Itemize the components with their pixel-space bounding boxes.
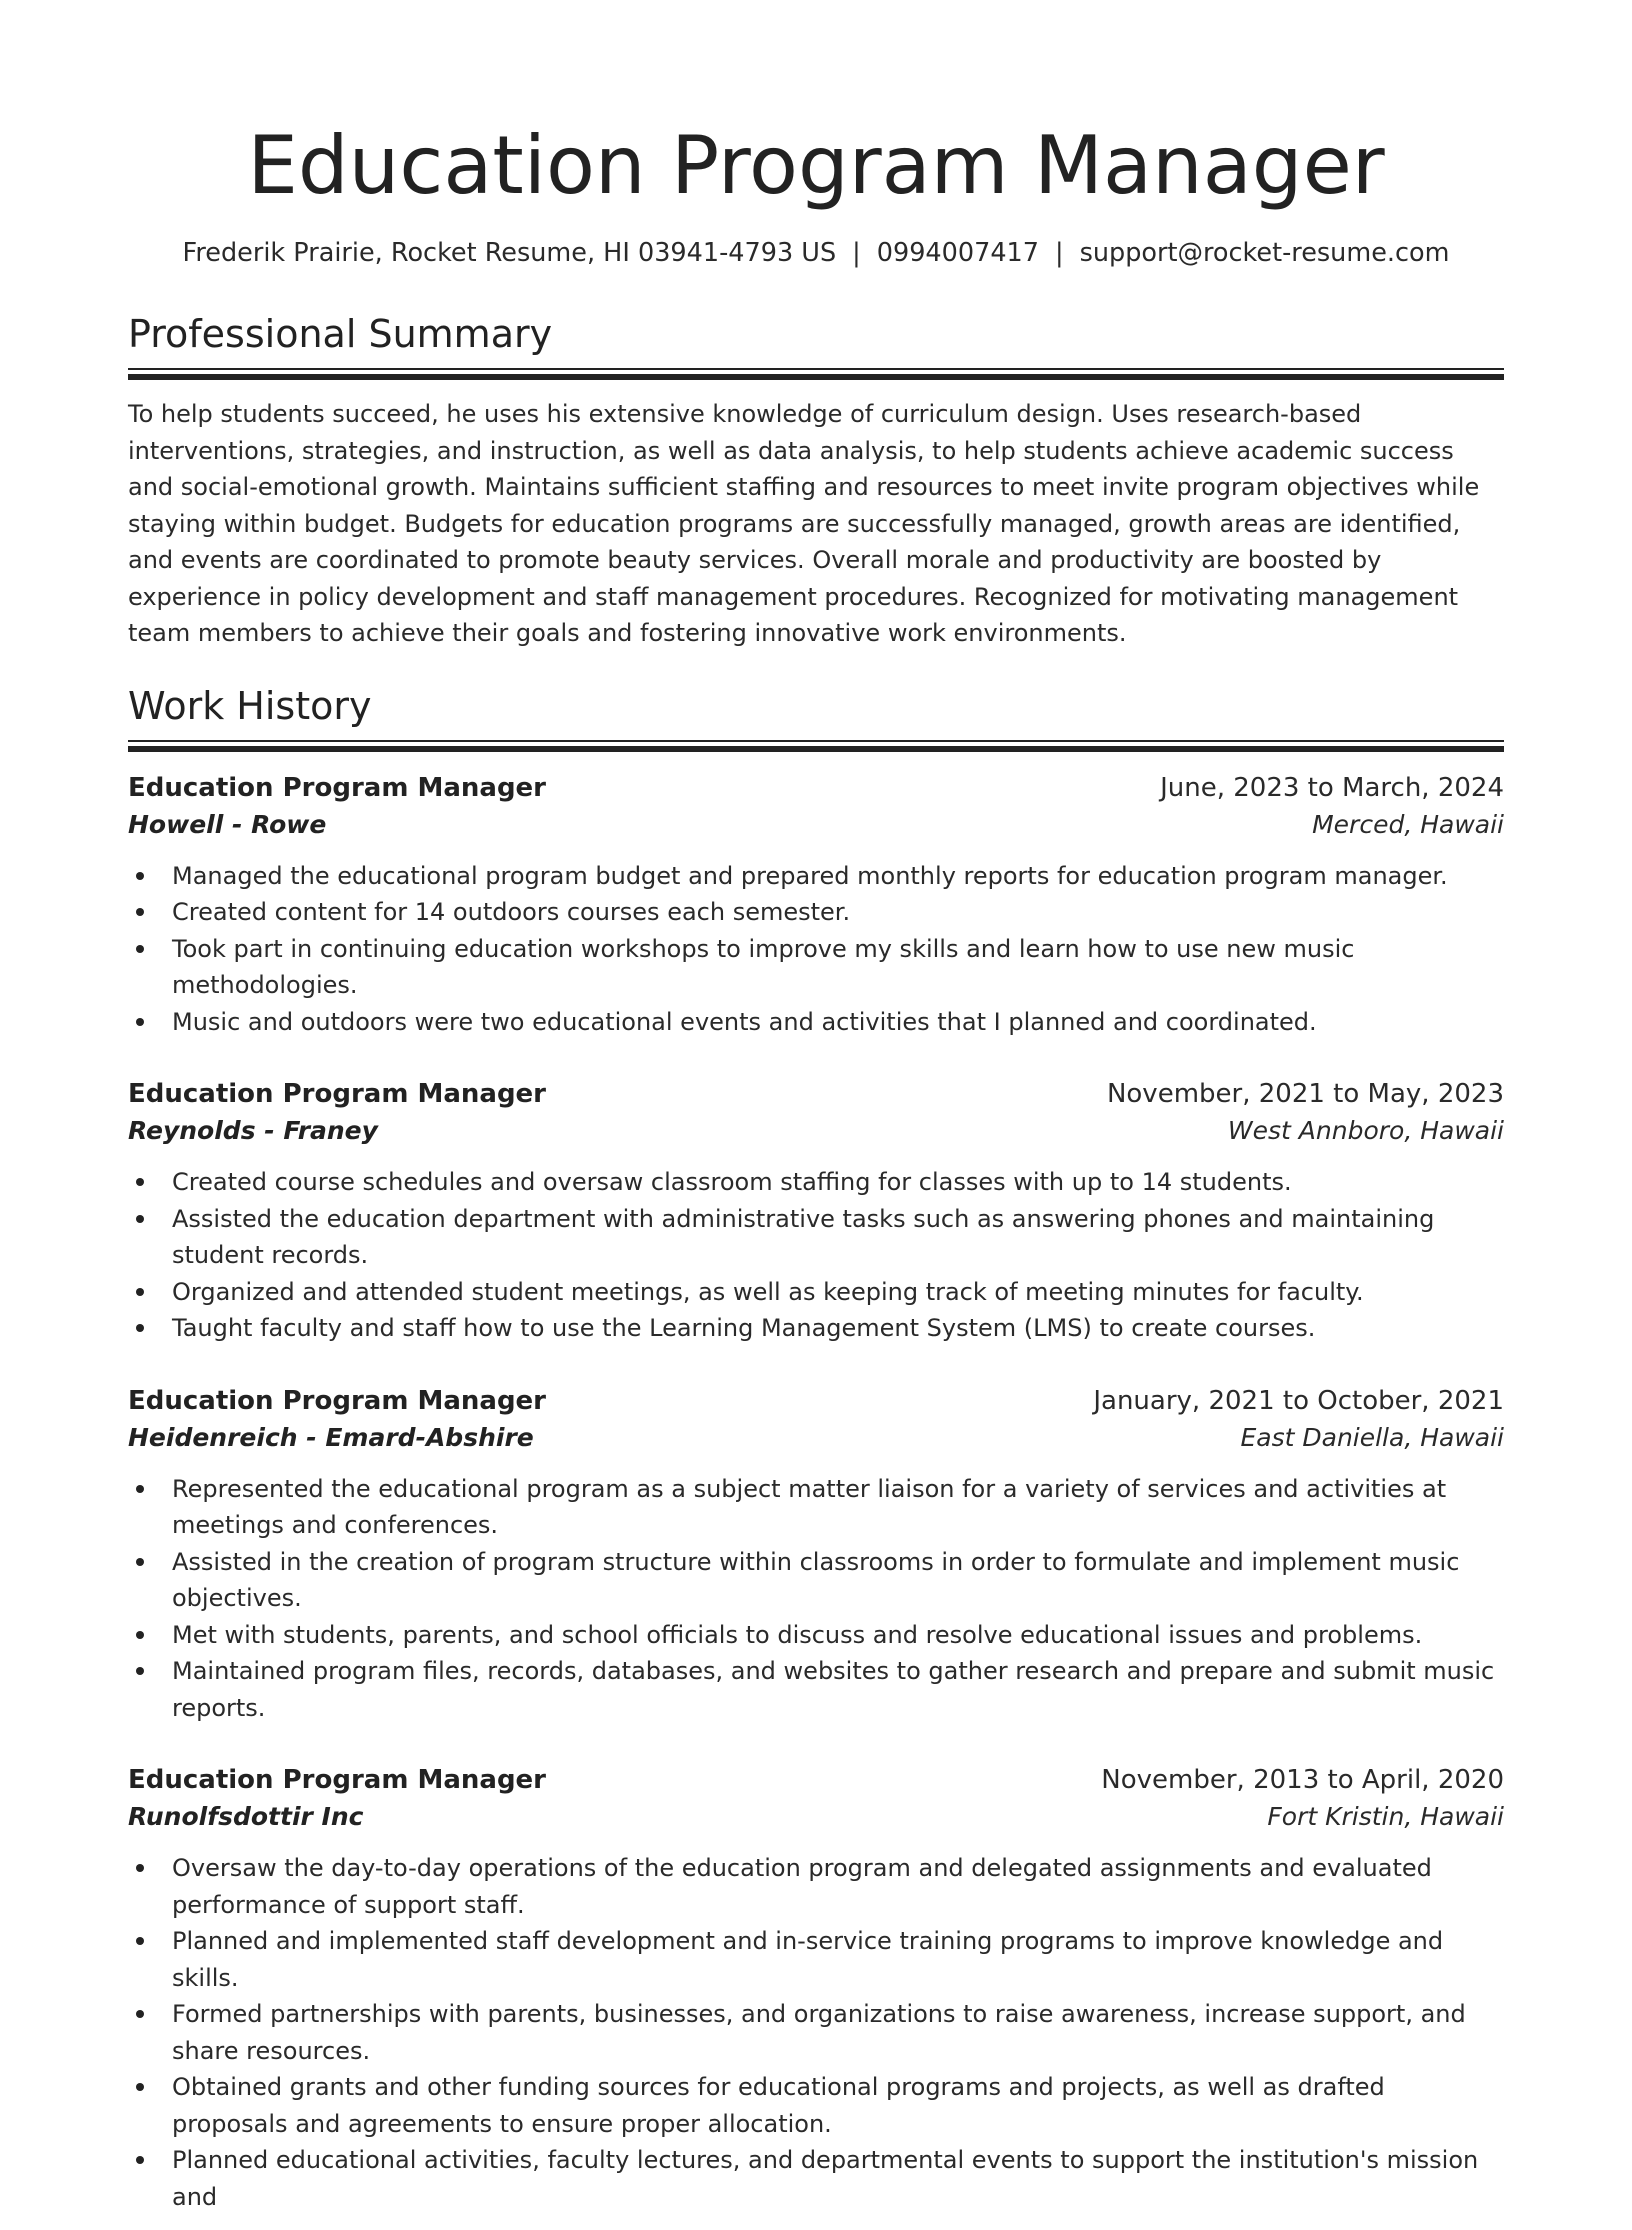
job-entry bbox=[128, 1762, 1504, 2215]
contact-address: Frederik Prairie, Rocket Resume, HI 03941-4793 US bbox=[182, 238, 837, 268]
bullet-dot-icon bbox=[136, 1018, 144, 1026]
job-bullet bbox=[172, 1923, 1504, 1996]
job-location: East Daniella, Hawaii bbox=[1240, 1422, 1504, 1452]
job-bullet bbox=[172, 894, 1504, 931]
job-bullet bbox=[172, 2142, 1504, 2215]
job-title: Education Program Manager bbox=[128, 1385, 547, 1416]
job-dates: November, 2013 to April, 2020 bbox=[1101, 1765, 1504, 1795]
contact-separator: | bbox=[852, 238, 861, 268]
contact-line bbox=[128, 236, 1504, 270]
job-header-row bbox=[128, 1076, 1504, 1112]
bullet-dot-icon bbox=[136, 1864, 144, 1872]
job-bullet-text: Represented the educational program as a subject matter liaison for a variety of services and activities at meetings and conferences. bbox=[172, 1474, 1447, 1539]
job-bullet-text: Managed the educational program budget and prepared monthly reports for education program manager. bbox=[172, 861, 1448, 890]
bullet-dot-icon bbox=[136, 1485, 144, 1493]
job-dates: January, 2021 to October, 2021 bbox=[1093, 1385, 1504, 1416]
job-bullet bbox=[172, 1544, 1504, 1617]
job-bullet-text: Met with students, parents, and school officials to discuss and resolve educational issues and problems. bbox=[172, 1620, 1423, 1649]
job-bullet-text: Planned educational activities, faculty lectures, and departmental events to support the institution's mission and bbox=[172, 2146, 1479, 2211]
job-bullet bbox=[172, 2069, 1504, 2142]
job-company: Reynolds - Franey bbox=[128, 1116, 378, 1145]
resume-page bbox=[0, 118, 1632, 2230]
bullet-dot-icon bbox=[136, 1937, 144, 1945]
job-bullet bbox=[172, 1653, 1504, 1726]
job-bullet-text: Music and outdoors were two educational events and activities that I planned and coordinated. bbox=[172, 1007, 1317, 1036]
job-bullet-text: Assisted in the creation of program structure within classrooms in order to formulate and implement music objectives. bbox=[172, 1547, 1460, 1612]
job-bullet bbox=[172, 1310, 1504, 1347]
job-bullet bbox=[172, 1274, 1504, 1311]
job-bullet-text: Maintained program files, records, databases, and websites to gather research and prepare and submit music reports. bbox=[172, 1657, 1495, 1722]
bullet-dot-icon bbox=[136, 872, 144, 880]
contact-email: support@rocket-resume.com bbox=[1079, 238, 1450, 268]
bullet-dot-icon bbox=[136, 1178, 144, 1186]
bullet-dot-icon bbox=[136, 945, 144, 953]
job-bullet-text: Assisted the education department with administrative tasks such as answering phones and maintaining student records. bbox=[172, 1204, 1435, 1269]
section-divider bbox=[128, 368, 1504, 380]
job-header-row bbox=[128, 770, 1504, 806]
bullet-dot-icon bbox=[136, 1667, 144, 1675]
bullet-dot-icon bbox=[136, 1324, 144, 1332]
job-entry bbox=[128, 1076, 1504, 1347]
bullet-dot-icon bbox=[136, 1288, 144, 1296]
section-divider bbox=[128, 740, 1504, 752]
job-bullet-text: Organized and attended student meetings, as well as keeping track of meeting minutes for faculty. bbox=[172, 1277, 1364, 1306]
job-location: West Annboro, Hawaii bbox=[1227, 1116, 1504, 1145]
job-bullet-text: Took part in continuing education workshops to improve my skills and learn how to use new music methodologies. bbox=[172, 934, 1355, 999]
job-bullet-list bbox=[128, 858, 1504, 1041]
work-history-section bbox=[128, 682, 1504, 2216]
work-history-title: Work History bbox=[128, 683, 372, 728]
contact-phone: 0994007417 bbox=[876, 238, 1039, 268]
job-company-row bbox=[128, 1798, 1504, 1836]
job-entry bbox=[128, 770, 1504, 1041]
job-header-row bbox=[128, 1383, 1504, 1419]
job-dates: November, 2021 to May, 2023 bbox=[1106, 1079, 1504, 1109]
summary-section bbox=[128, 310, 1504, 652]
bullet-dot-icon bbox=[136, 2156, 144, 2164]
contact-separator: | bbox=[1055, 238, 1064, 268]
bullet-dot-icon bbox=[136, 1558, 144, 1566]
job-bullet-text: Obtained grants and other funding sources for educational programs and projects, as well as drafted proposals and agreements to ensure proper allocation. bbox=[172, 2073, 1385, 2138]
job-company-row bbox=[128, 1419, 1504, 1457]
job-company: Heidenreich - Emard-Abshire bbox=[128, 1422, 534, 1452]
job-dates: June, 2023 to March, 2024 bbox=[1160, 772, 1504, 803]
job-bullet-text: Formed partnerships with parents, businesses, and organizations to raise awareness, increase support, and share resources. bbox=[172, 2000, 1466, 2065]
job-bullet-list bbox=[128, 1164, 1504, 1347]
job-title: Education Program Manager bbox=[128, 1079, 547, 1109]
job-title: Education Program Manager bbox=[128, 1765, 547, 1795]
bullet-dot-icon bbox=[136, 2010, 144, 2018]
job-bullet bbox=[172, 1004, 1504, 1041]
bullet-dot-icon bbox=[136, 1215, 144, 1223]
job-bullet bbox=[172, 1201, 1504, 1274]
resume-name-heading: Education Program Manager bbox=[247, 119, 1385, 212]
job-location: Merced, Hawaii bbox=[1312, 809, 1504, 839]
job-bullet-text: Created course schedules and oversaw classroom staffing for classes with up to 14 students. bbox=[172, 1168, 1292, 1196]
job-location: Fort Kristin, Hawaii bbox=[1267, 1802, 1504, 1831]
job-company-row bbox=[128, 1112, 1504, 1150]
job-company: Runolfsdottir Inc bbox=[128, 1802, 364, 1831]
bullet-dot-icon bbox=[136, 908, 144, 916]
job-bullet bbox=[172, 1850, 1504, 1923]
job-header-row bbox=[128, 1762, 1504, 1798]
job-bullet bbox=[172, 1617, 1504, 1654]
bullet-dot-icon bbox=[136, 2083, 144, 2091]
job-title: Education Program Manager bbox=[128, 772, 547, 803]
job-bullet bbox=[172, 1471, 1504, 1544]
bullet-dot-icon bbox=[136, 1631, 144, 1639]
job-company-row bbox=[128, 806, 1504, 844]
job-bullet-text: Taught faculty and staff how to use the Learning Management System (LMS) to create courses. bbox=[172, 1314, 1316, 1342]
job-bullet bbox=[172, 931, 1504, 1004]
job-bullet bbox=[172, 1996, 1504, 2069]
summary-title: Professional Summary bbox=[128, 312, 553, 356]
job-bullet bbox=[172, 858, 1504, 895]
job-entry bbox=[128, 1383, 1504, 1727]
job-bullet bbox=[172, 1164, 1504, 1201]
job-company: Howell - Rowe bbox=[128, 809, 327, 839]
job-bullet-text: Planned and implemented staff development and in-service training programs to improve knowledge and skills. bbox=[172, 1927, 1444, 1992]
job-bullet-text: Created content for 14 outdoors courses each semester. bbox=[172, 898, 851, 926]
job-bullet-text: Oversaw the day-to-day operations of the education program and delegated assignments and evaluated performance of support staff. bbox=[172, 1854, 1432, 1919]
job-bullet-list bbox=[128, 1850, 1504, 2215]
job-bullet-list bbox=[128, 1471, 1504, 1727]
summary-text: To help students succeed, he uses his extensive knowledge of curriculum design. Uses research-based interventions, strategies, and instruction, as well as data analysis, to help students achieve academic success and social-emotional growth. Maintains sufficient staffing and resources to meet invite program objectives while staying within budget. Budgets for education programs are successfully managed, growth areas are identified, and events are coordinated to promote beauty services. Overall morale and productivity are boosted by experience in policy development and staff management procedures. Recognized for motivating management team members to achieve their goals and fostering innovative work environments. bbox=[128, 400, 1480, 647]
